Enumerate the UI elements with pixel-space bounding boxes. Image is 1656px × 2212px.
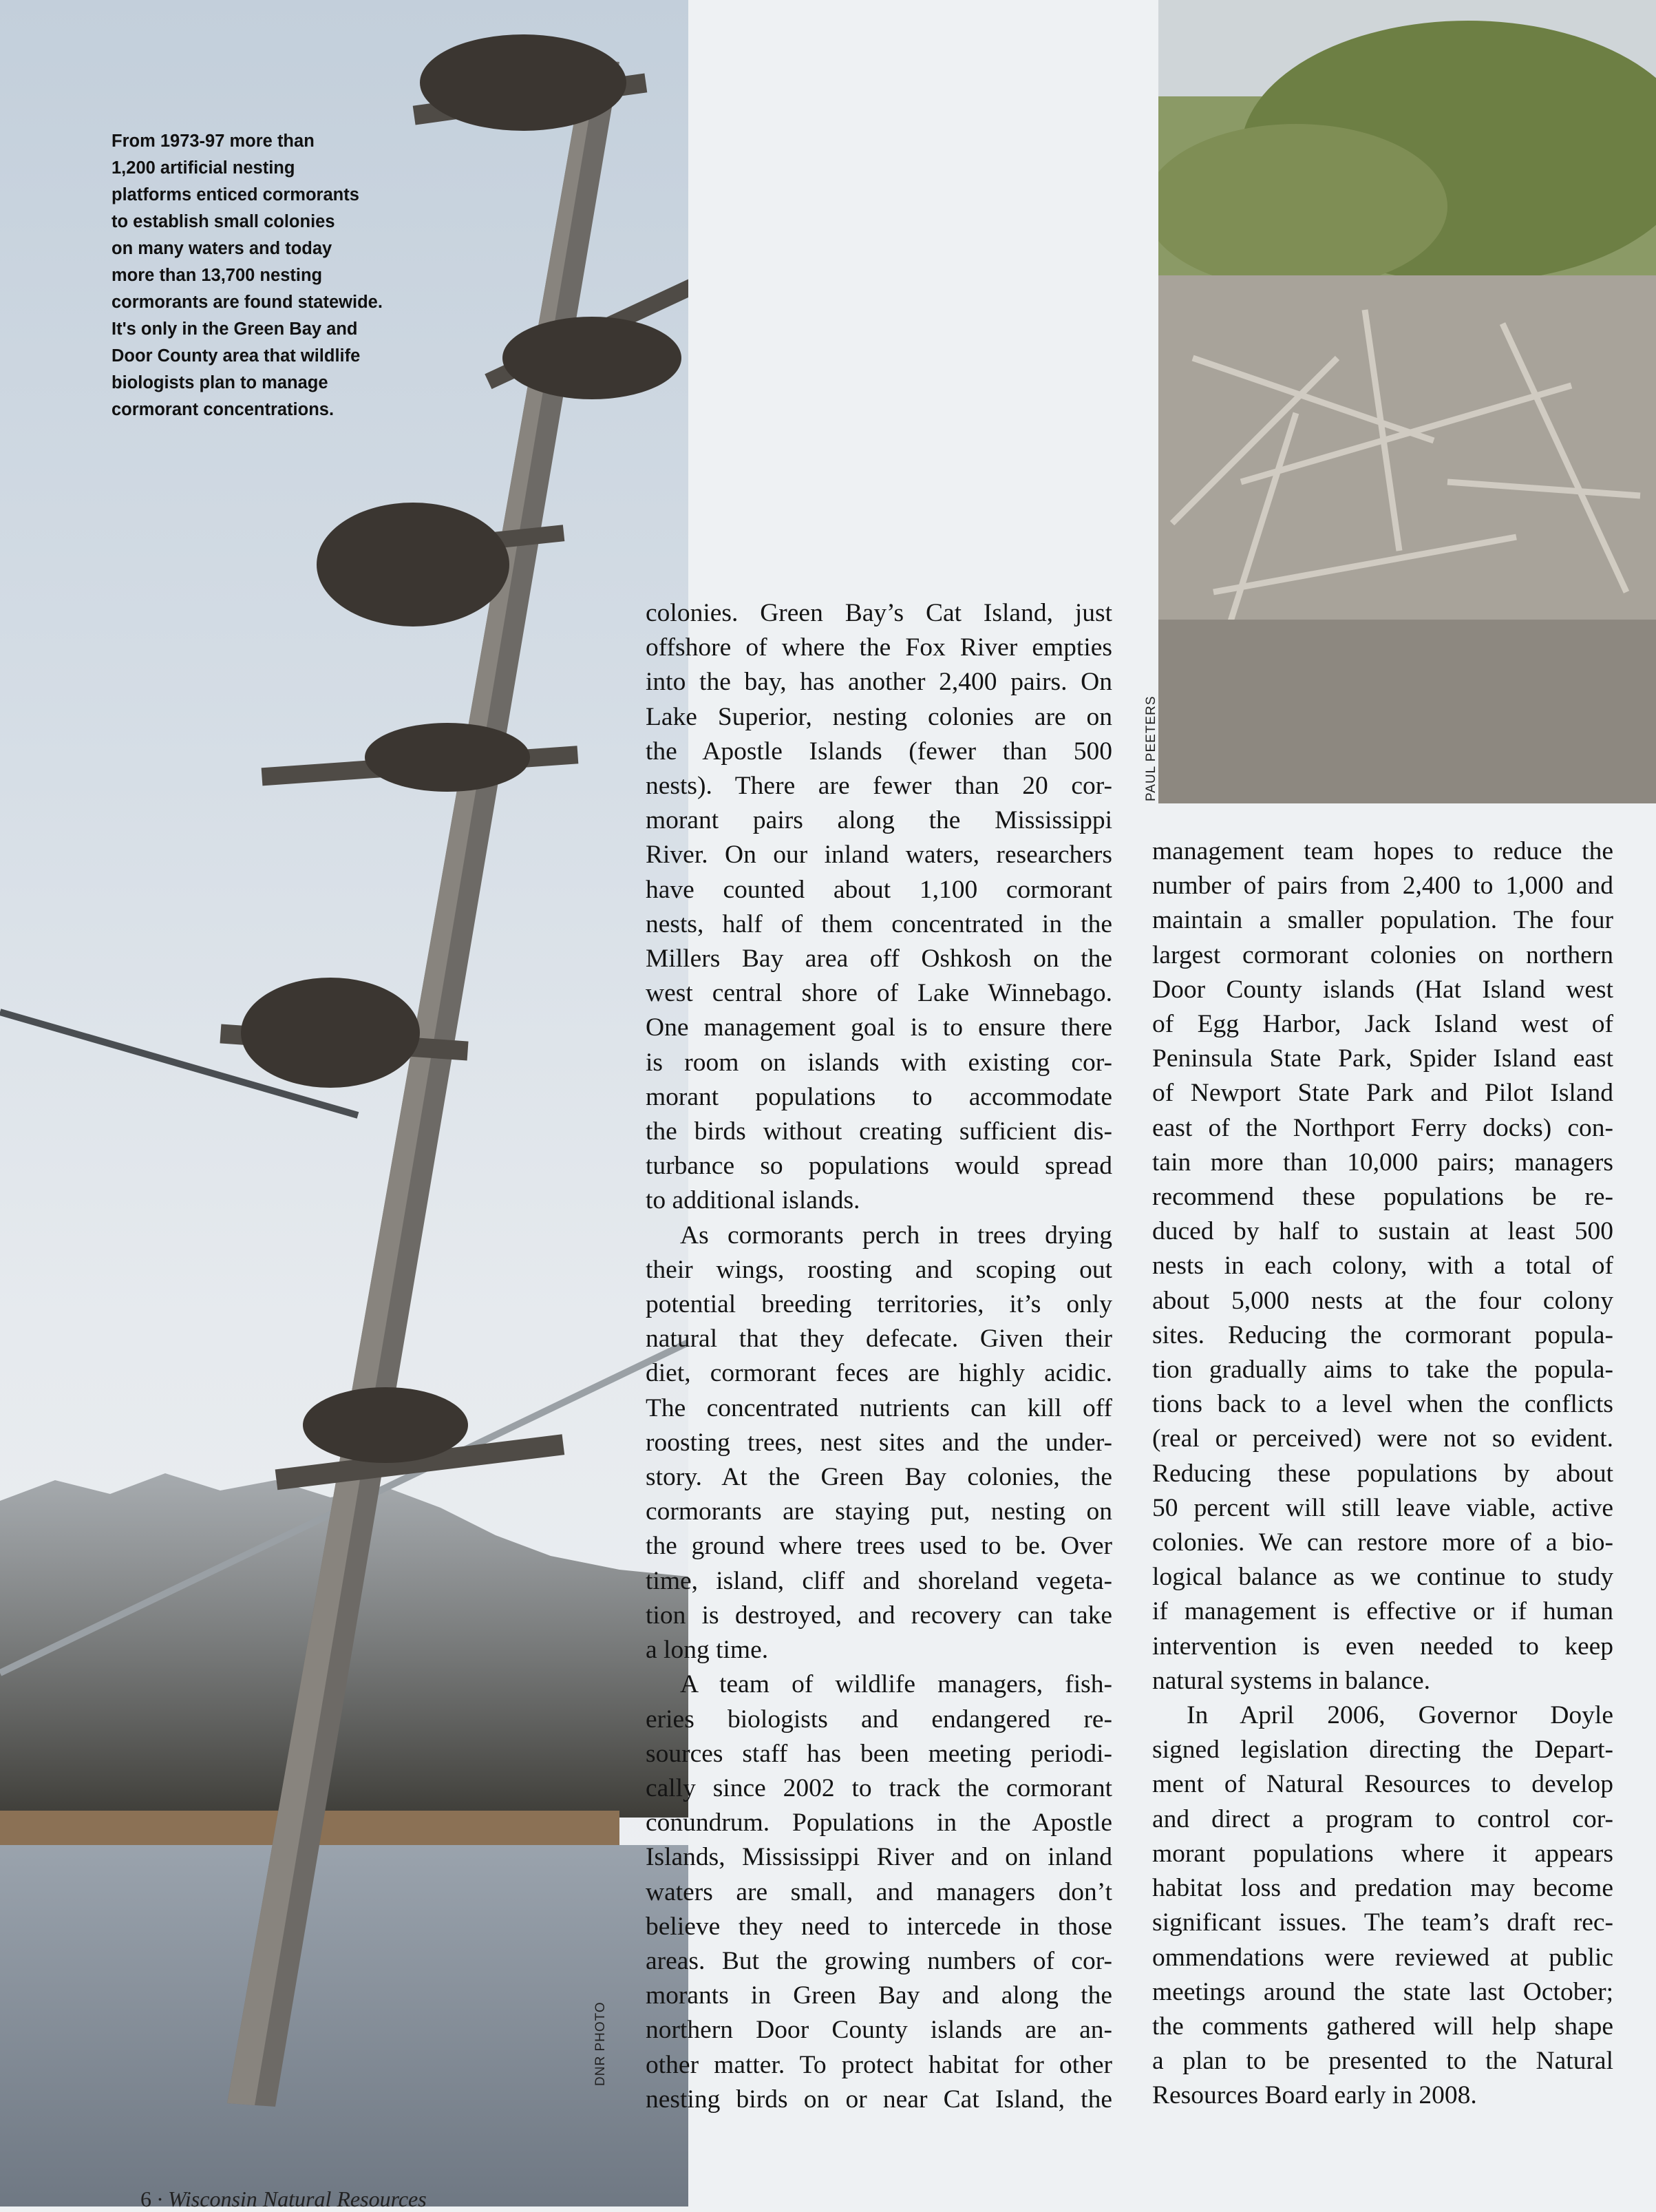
text-line: tions back to a level when the conflicts xyxy=(1152,1390,1613,1419)
text-line: tion gradually aims to take the popula- xyxy=(1152,1356,1613,1384)
page-number: 6 xyxy=(140,2187,151,2211)
text-line: Lake Superior, nesting colonies are on xyxy=(646,702,1112,731)
text-line: One management goal is to ensure there xyxy=(646,1013,1112,1042)
text-line: In April 2006, Governor Doyle xyxy=(1187,1701,1613,1730)
text-line: morant populations where it appears xyxy=(1152,1839,1613,1868)
text-line: time, island, cliff and shoreland vegeta- xyxy=(646,1566,1112,1595)
footer-separator: · xyxy=(157,2187,168,2211)
text-line: colonies. Green Bay’s Cat Island, just xyxy=(646,599,1112,627)
text-line: eries biologists and endangered re- xyxy=(646,1705,1112,1734)
text-line: have counted about 1,100 cormorant xyxy=(646,875,1112,904)
caption-line: on many waters and today xyxy=(112,239,332,258)
text-line: turbance so populations would spread xyxy=(646,1152,1112,1181)
text-line: sources staff has been meeting periodi- xyxy=(646,1739,1112,1768)
text-line: tain more than 10,000 pairs; managers xyxy=(1152,1148,1613,1177)
caption-line: cormorants are found statewide. xyxy=(112,293,383,312)
text-line: northern Door County islands are an- xyxy=(646,2016,1112,2045)
text-line: is room on islands with existing cor- xyxy=(646,1048,1112,1077)
text-line: Reducing these populations by about xyxy=(1152,1459,1613,1488)
text-line: recommend these populations be re- xyxy=(1152,1183,1613,1212)
text-line: colonies. We can restore more of a bio- xyxy=(1152,1528,1613,1557)
text-line: ommendations were reviewed at public xyxy=(1152,1943,1613,1972)
text-line: duced by half to sustain at least 500 xyxy=(1152,1217,1613,1246)
text-line: number of pairs from 2,400 to 1,000 and xyxy=(1152,872,1613,900)
text-line: other matter. To protect habitat for other xyxy=(646,2050,1112,2079)
text-line: ment of Natural Resources to develop xyxy=(1152,1770,1613,1799)
text-line: River. On our inland waters, researchers xyxy=(646,841,1112,870)
text-line: (real or perceived) were not so evident. xyxy=(1152,1424,1613,1453)
text-line: morant pairs along the Mississippi xyxy=(646,806,1112,835)
text-line: habitat loss and predation may become xyxy=(1152,1874,1613,1903)
text-line: largest cormorant colonies on northern xyxy=(1152,940,1613,969)
text-line: management team hopes to reduce the xyxy=(1152,837,1613,865)
text-line: the comments gathered will help shape xyxy=(1152,2012,1613,2041)
caption-line: cormorant concentrations. xyxy=(112,400,335,419)
text-line: to additional islands. xyxy=(646,1186,860,1215)
text-line: morants in Green Bay and along the xyxy=(646,1981,1112,2010)
text-line: a long time. xyxy=(646,1636,769,1665)
text-line: the Apostle Islands (fewer than 500 xyxy=(646,737,1112,766)
text-line: morant populations to accommodate xyxy=(646,1082,1112,1111)
dead-trees-illustration xyxy=(1158,0,1656,803)
text-line: meetings around the state last October; xyxy=(1152,1977,1613,2006)
text-line: a plan to be presented to the Natural xyxy=(1152,2047,1613,2076)
text-line: potential breeding territories, it’s only xyxy=(646,1290,1112,1319)
body-column-middle xyxy=(646,596,1112,2117)
text-line: the birds without creating sufficient dis- xyxy=(646,1117,1112,1146)
text-line: natural systems in balance. xyxy=(1152,1666,1431,1695)
caption-line: From 1973-97 more than xyxy=(112,131,315,151)
text-line: into the bay, has another 2,400 pairs. On xyxy=(646,668,1112,697)
text-line: believe they need to intercede in those xyxy=(646,1912,1112,1941)
text-line: intervention is even needed to keep xyxy=(1152,1632,1613,1661)
text-line: sites. Reducing the cormorant popula- xyxy=(1152,1320,1613,1349)
photo-credit-left: DNR PHOTO xyxy=(593,2001,608,2086)
text-line: conundrum. Populations in the Apostle xyxy=(646,1809,1112,1837)
publication-name: Wisconsin Natural Resources xyxy=(168,2187,427,2211)
text-line: nesting birds on or near Cat Island, the xyxy=(646,2085,1112,2114)
text-line: waters are small, and managers don’t xyxy=(646,1877,1112,1906)
text-line: the ground where trees used to be. Over xyxy=(646,1532,1112,1561)
text-line: east of the Northport Ferry docks) con- xyxy=(1152,1113,1613,1142)
text-line: offshore of where the Fox River empties xyxy=(646,633,1112,662)
nesting-platform-photo xyxy=(0,0,688,2206)
text-line: about 5,000 nests at the four colony xyxy=(1152,1286,1613,1315)
text-line: logical balance as we continue to study xyxy=(1152,1563,1613,1592)
text-line: cormorants are staying put, nesting on xyxy=(646,1497,1112,1526)
caption-line: 1,200 artificial nesting xyxy=(112,158,295,178)
text-line: 50 percent will still leave viable, active xyxy=(1152,1493,1613,1522)
text-line: their wings, roosting and scoping out xyxy=(646,1255,1112,1284)
text-line: roosting trees, nest sites and the under- xyxy=(646,1428,1112,1457)
text-line: The concentrated nutrients can kill off xyxy=(646,1393,1112,1422)
text-line: of Egg Harbor, Jack Island west of xyxy=(1152,1010,1613,1039)
text-line: and direct a program to control cor- xyxy=(1152,1804,1613,1833)
text-line: nests in each colony, with a total of xyxy=(1152,1252,1613,1281)
text-line: Millers Bay area off Oshkosh on the xyxy=(646,945,1112,973)
text-line: significant issues. The team’s draft rec- xyxy=(1152,1908,1613,1937)
text-line: nests). There are fewer than 20 cor- xyxy=(646,772,1112,801)
text-line: Peninsula State Park, Spider Island east xyxy=(1152,1044,1613,1073)
text-line: diet, cormorant feces are highly acidic. xyxy=(646,1359,1112,1388)
body-column-right xyxy=(1152,834,1613,2114)
text-line: story. At the Green Bay colonies, the xyxy=(646,1463,1112,1492)
text-line: areas. But the growing numbers of cor- xyxy=(646,1946,1112,1975)
photo-caption xyxy=(112,128,414,423)
text-line: of Newport State Park and Pilot Island xyxy=(1152,1079,1613,1108)
text-line: Door County islands (Hat Island west xyxy=(1152,975,1613,1004)
page-footer xyxy=(140,2187,427,2212)
caption-line: more than 13,700 nesting xyxy=(112,266,323,285)
text-line: maintain a smaller population. The four xyxy=(1152,906,1613,935)
text-line: tion is destroyed, and recovery can take xyxy=(646,1601,1112,1630)
caption-line: It's only in the Green Bay and xyxy=(112,319,358,339)
caption-line: platforms enticed cormorants xyxy=(112,185,359,204)
text-line: if management is effective or if human xyxy=(1152,1597,1613,1626)
caption-line: Door County area that wildlife xyxy=(112,346,361,366)
text-line: As cormorants perch in trees drying xyxy=(680,1221,1112,1250)
dead-trees-photo xyxy=(1158,0,1656,803)
text-line: A team of wildlife managers, fish- xyxy=(680,1670,1112,1699)
text-line: nests, half of them concentrated in the xyxy=(646,909,1112,938)
text-line: natural that they defecate. Given their xyxy=(646,1325,1112,1353)
caption-line: biologists plan to manage xyxy=(112,373,328,392)
text-line: Resources Board early in 2008. xyxy=(1152,2081,1477,2110)
photo-credit-right: PAUL PEETERS xyxy=(1144,695,1158,801)
text-line: west central shore of Lake Winnebago. xyxy=(646,979,1112,1008)
caption-line: to establish small colonies xyxy=(112,212,335,231)
text-line: signed legislation directing the Depart- xyxy=(1152,1736,1613,1765)
text-line: Islands, Mississippi River and on inland xyxy=(646,1843,1112,1872)
text-line: cally since 2002 to track the cormorant xyxy=(646,1773,1112,1802)
